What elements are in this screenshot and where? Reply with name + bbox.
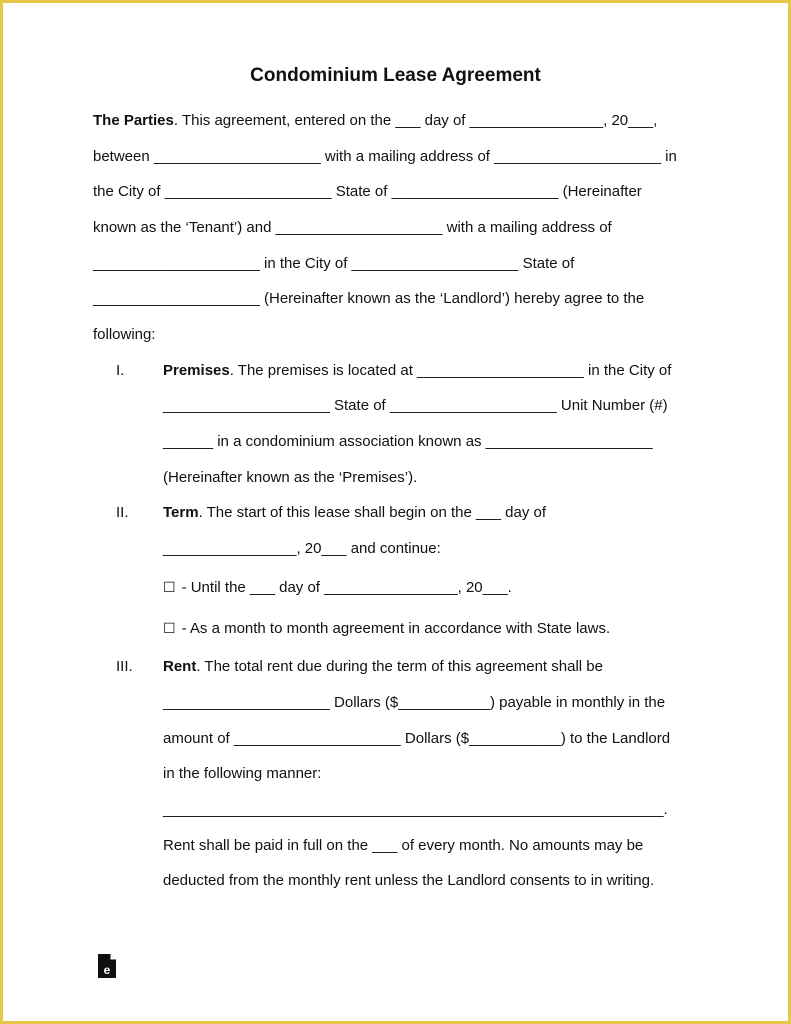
term-option-monthly bbox=[163, 619, 610, 638]
premises-line-4: (Hereinafter known as the ‘Premises’). bbox=[163, 469, 418, 486]
rent-heading: Rent bbox=[163, 658, 197, 675]
parties-line-7: following: bbox=[93, 326, 156, 343]
term-option-until-label: - Until the ___ day of ________________, 20___. bbox=[181, 579, 512, 596]
term-option-monthly-label: - As a month to month agreement in accordance with State laws. bbox=[181, 620, 611, 637]
section-number-premises: I. bbox=[116, 362, 125, 379]
parties-heading: The Parties bbox=[93, 112, 174, 129]
section-number-term: II. bbox=[116, 504, 129, 521]
section-number-rent: III. bbox=[116, 658, 133, 675]
parties-line-2: between ____________________ with a mailing address of ____________________ in bbox=[93, 148, 677, 165]
rent-line-4: in the following manner: bbox=[163, 765, 322, 782]
eforms-logo-icon bbox=[97, 953, 117, 979]
term-line-1: Term. The start of this lease shall begin on the ___ day of bbox=[163, 504, 547, 521]
svg-text:e: e bbox=[103, 963, 111, 977]
term-option-until bbox=[163, 578, 512, 597]
premises-line-2: ____________________ State of ____________________ Unit Number (#) bbox=[163, 397, 668, 414]
premises-heading: Premises bbox=[163, 362, 230, 379]
rent-line-1: Rent. The total rent due during the term of this agreement shall be bbox=[163, 658, 603, 675]
rent-line-2: ____________________ Dollars ($___________) payable in monthly in the bbox=[163, 694, 666, 711]
checkbox-month-to-month[interactable]: ☐ bbox=[163, 620, 176, 636]
parties-line-3: the City of ____________________ State of ____________________ (Hereinafter bbox=[93, 183, 642, 200]
parties-line-6: ____________________ (Hereinafter known as the ‘Landlord’) hereby agree to the bbox=[93, 290, 645, 307]
document-title: Condominium Lease Agreement bbox=[250, 65, 541, 86]
document-page bbox=[3, 3, 788, 1021]
checkbox-until[interactable]: ☐ bbox=[163, 579, 176, 595]
premises-line-1: Premises. The premises is located at ____________________ in the City of bbox=[163, 362, 672, 379]
parties-line-4: known as the ‘Tenant’) and ____________________ with a mailing address of bbox=[93, 219, 612, 236]
parties-line-1: The Parties. This agreement, entered on the ___ day of ________________, 20___, bbox=[93, 112, 658, 129]
term-heading: Term bbox=[163, 504, 199, 521]
rent-line-6: Rent shall be paid in full on the ___ of every month. No amounts may be bbox=[163, 837, 644, 854]
rent-line-3: amount of ____________________ Dollars ($___________) to the Landlord bbox=[163, 730, 671, 747]
parties-line-5: ____________________ in the City of ____________________ State of bbox=[93, 255, 575, 272]
rent-line-5: ____________________________________________________________. bbox=[163, 801, 668, 818]
term-line-2: ________________, 20___ and continue: bbox=[163, 540, 441, 557]
premises-line-3: ______ in a condominium association known as ____________________ bbox=[163, 433, 653, 450]
rent-line-7: deducted from the monthly rent unless the Landlord consents to in writing. bbox=[163, 872, 655, 889]
